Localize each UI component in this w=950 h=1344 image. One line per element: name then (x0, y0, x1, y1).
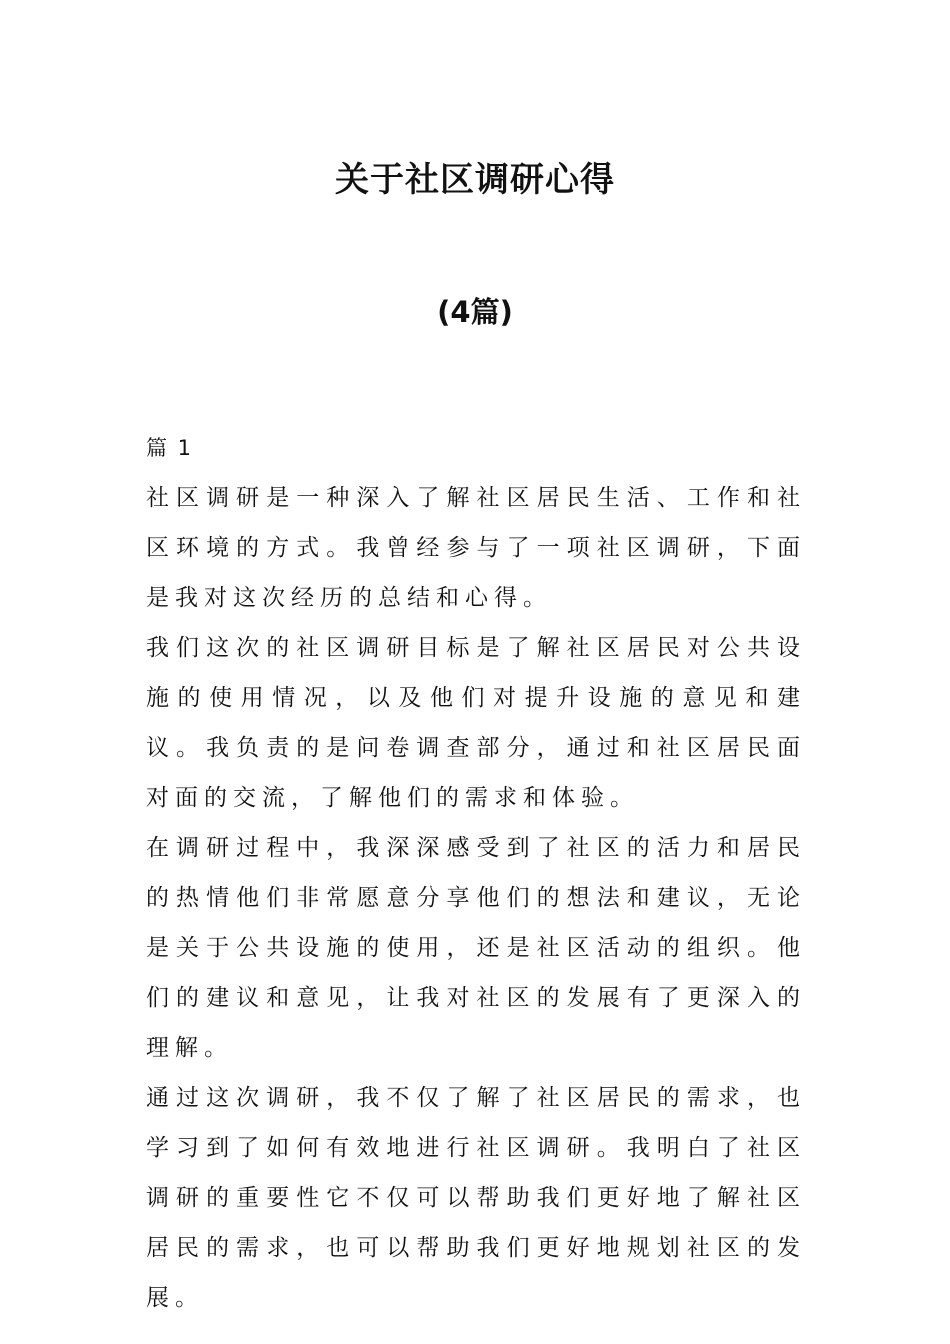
paragraph-2: 我们这次的社区调研目标是了解社区居民对公共设施的使用情况，以及他们对提升设施的意见和建议。我负责的是问卷调查部分，通过和社区居民面对面的交流，了解他们的需求和体验。 (146, 635, 806, 811)
document-subtitle: (4篇) (437, 295, 513, 329)
document-title: 关于社区调研心得 (335, 160, 615, 200)
section-1 (146, 423, 806, 1323)
section-heading: 篇 1 (146, 436, 194, 460)
paragraph-4: 通过这次调研，我不仅了解了社区居民的需求，也学习到了如何有效地进行社区调研。我明白了社区调研的重要性它不仅可以帮助我们更好地了解社区居民的需求，也可以帮助我们更好地规划社区的发展。 (146, 1085, 806, 1311)
paragraph-3: 在调研过程中，我深深感受到了社区的活力和居民的热情他们非常愿意分享他们的想法和建议，无论是关于公共设施的使用，还是社区活动的组织。他们的建议和意见，让我对社区的发展有了更深入的理解。 (146, 835, 806, 1061)
paragraph-1: 社区调研是一种深入了解社区居民生活、工作和社区环境的方式。我曾经参与了一项社区调研，下面是我对这次经历的总结和心得。 (146, 485, 806, 611)
